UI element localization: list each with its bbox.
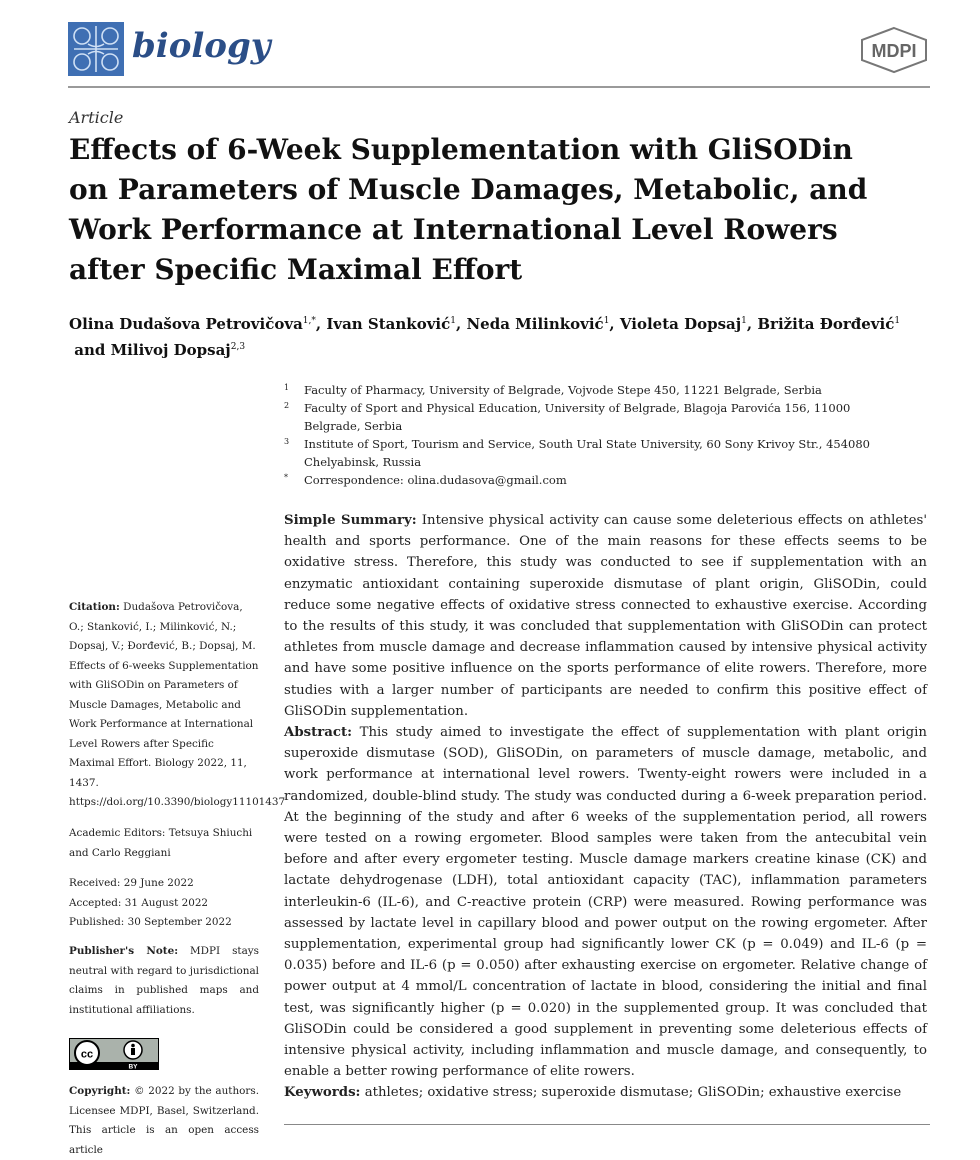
author-affiliation-mark: 1 xyxy=(741,316,747,326)
editors-text: Tetsuya Shiuchi and Carlo Reggiani xyxy=(69,827,253,859)
author-separator: , xyxy=(746,315,758,333)
affiliation-item xyxy=(284,471,884,489)
publication-dates xyxy=(69,874,259,933)
affiliation-text: Faculty of Sport and Physical Education, University of Belgrade, Blagoja Parovića 156, 11000 Belgrade, Serbia xyxy=(304,401,851,433)
affiliation-item xyxy=(284,399,884,435)
keywords-text: athletes; oxidative stress; superoxide dismutase; GliSODin; exhaustive exercise xyxy=(364,1085,902,1100)
academic-editors xyxy=(69,824,259,863)
cc-license-icon[interactable] xyxy=(69,1038,159,1070)
journal-logo-icon xyxy=(68,22,124,76)
article-type: Article xyxy=(69,108,124,127)
svg-text:cc: cc xyxy=(80,1048,94,1061)
author-name: Olina Dudašova Petrovičova xyxy=(69,315,303,333)
publisher-note-label: Publisher's Note: xyxy=(69,945,179,957)
author-list xyxy=(69,310,919,362)
author-separator: , xyxy=(315,315,327,333)
affiliation-text: Correspondence: olina.dudasova@gmail.com xyxy=(304,473,567,487)
citation-text: Dudašova Petrovičova, O.; Stanković, I.; Milinković, N.; Dopsaj, V.; Đorđević, B.; Dopsaj, M. Effects of 6-weeks Supplementation with GliSODin on Parameters of Muscle Damages, Metabolic and Work Performance at International Level Rowers after Specific Maximal Effort. Biology 2022, 11, 1437. https://doi.org/10.3390/biology11101437 xyxy=(69,601,286,808)
author-affiliation-mark: 1 xyxy=(450,316,456,326)
affiliation-item xyxy=(284,435,884,471)
received-date: Received: 29 June 2022 xyxy=(69,877,194,889)
published-date: Published: 30 September 2022 xyxy=(69,916,232,928)
author-name: Milivoj Dopsaj xyxy=(110,341,231,359)
author-affiliation-mark: 1 xyxy=(894,316,901,326)
citation xyxy=(69,598,286,813)
journal-name: biology xyxy=(132,26,271,66)
simple-summary-text: Intensive physical activity can cause some deleterious effects on athletes' health and sports performance. One of the main reasons for these effects seems to be oxidative stress. Therefore, this study was conducted to see if supplementation with an enzymatic antioxidant containing superoxide dismutase of plant origin, GliSODin, could reduce some negative effects of oxidative stress connected to exhaustive exercise. According to the results of this study, it was concluded that supplementation with GliSODin can protect athletes from muscle damage and decrease inflammation caused by intensive physical activity and have some positive influence on the sports performance of elite rowers. Therefore, more studies with a larger number of participants are needed to confirm this positive effect of GliSODin supplementation. xyxy=(284,513,927,719)
keywords-label: Keywords: xyxy=(284,1085,361,1100)
affiliation-mark: 1 xyxy=(284,383,290,392)
affiliation-mark: 2 xyxy=(284,401,290,410)
abstract-label: Abstract: xyxy=(284,725,353,740)
abstract-text: This study aimed to investigate the effect of supplementation with plant origin superoxide dismutase (SOD), GliSODin, on parameters of muscle damage, metabolic, and work performance at international level rowers. Twenty-eight rowers were included in a randomized, double-blind study. The study was conducted during a 6-week preparation period. At the beginning of the study and after 6 weeks of the supplementation period, all rowers were tested on a rowing ergometer. Blood samples were taken from the antecubital vein before and after every ergometer testing. Muscle damage markers creatine kinase (CK) and lactate dehydrogenase (LDH), total antioxidant capacity (TAC), inflammation parameters interleukin-6 (IL-6), and C-reactive protein (CRP) were measured. Rowing performance was assessed by lactate level in capillary blood and power output on the rowing ergometer. After supplementation, experimental group had significantly lower CK (p = 0.049) and IL-6 (p = 0.035) before and IL-6 (p = 0.050) after exhausting exercise on ergometer. Relative change of power output at 4 mmol/L concentration of lactate in blood, considering the initial and final test, was significantly higher (p = 0.020) in the supplemented group. It was concluded that GliSODin could be considered a good supplement in preventing some deleterious effects of intensive physical activity, including inflammation and muscle damage, and consequently, to enable a better rowing performance of elite rowers. xyxy=(284,725,927,1080)
author-separator: and xyxy=(69,341,111,359)
author-name: Ivan Stanković xyxy=(326,315,451,333)
author-name: Brižita Đorđević xyxy=(757,315,895,333)
affiliation-text: Faculty of Pharmacy, University of Belgrade, Vojvode Stepe 450, 11221 Belgrade, Serbia xyxy=(304,383,822,397)
author-separator: , xyxy=(456,315,467,333)
article-title: Effects of 6-Week Supplementation with GliSODin on Parameters of Muscle Damages, Metabolic, and Work Performance at International Level Rowers after Specific Maximal Effort xyxy=(69,133,868,286)
publisher-name: MDPI xyxy=(871,41,917,61)
author-affiliation-mark: 1,* xyxy=(302,316,316,326)
affiliation-item xyxy=(284,381,884,399)
author-affiliation-mark: 2,3 xyxy=(230,342,246,352)
editors-label: Academic Editors: xyxy=(69,827,166,839)
journal-header xyxy=(68,22,930,88)
affiliation-text: Institute of Sport, Tourism and Service, South Ural State University, 60 Sony Krivoy Str., 454080 Chelyabinsk, Russia xyxy=(304,437,870,469)
citation-label: Citation: xyxy=(69,601,120,613)
affiliation-mark: * xyxy=(284,473,288,482)
author-name: Violeta Dopsaj xyxy=(619,315,742,333)
copyright-text: © 2022 by the authors. Licensee MDPI, Basel, Switzerland. This article is an open access article xyxy=(69,1085,259,1156)
simple-summary xyxy=(284,510,927,722)
publisher-logo-icon xyxy=(858,26,930,74)
author-affiliation-mark: 1 xyxy=(603,316,610,326)
simple-summary-label: Simple Summary: xyxy=(284,513,417,528)
author-separator: , xyxy=(609,315,620,333)
affiliation-mark: 3 xyxy=(284,437,290,446)
author-name: Neda Milinković xyxy=(466,315,604,333)
copyright-label: Copyright: xyxy=(69,1085,131,1097)
divider xyxy=(284,1124,930,1125)
affiliations xyxy=(284,381,884,489)
copyright xyxy=(69,1082,259,1160)
accepted-date: Accepted: 31 August 2022 xyxy=(69,896,209,909)
license-badge-text: BY xyxy=(128,1063,138,1070)
abstract xyxy=(284,722,927,1082)
keywords xyxy=(284,1082,927,1103)
publisher-note xyxy=(69,942,259,1020)
publisher-note-text: MDPI stays neutral with regard to jurisdictional claims in published maps and institutional affiliations. xyxy=(69,945,259,1016)
